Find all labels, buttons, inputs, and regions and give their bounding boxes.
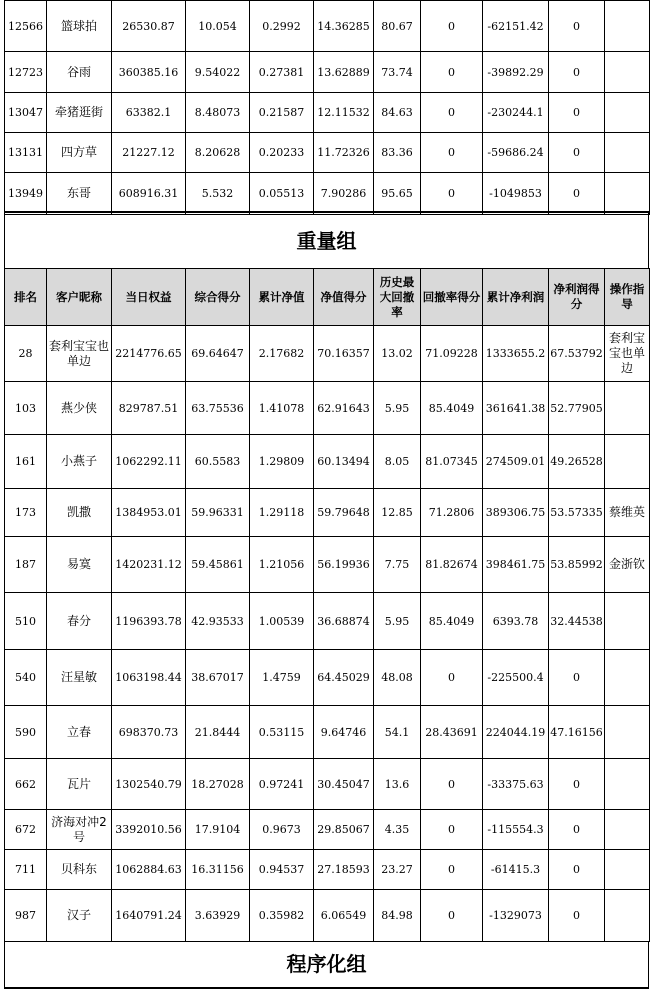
table-cell: 510 (5, 593, 47, 650)
table-cell: 1420231.12 (112, 537, 186, 593)
table-cell: 608916.31 (112, 173, 186, 215)
table-cell: 59.45861 (186, 537, 250, 593)
column-header: 操作指导 (605, 269, 650, 326)
table-row (5, 489, 650, 537)
top-table-row (5, 93, 650, 133)
column-header: 综合得分 (186, 269, 250, 326)
table-cell: 13949 (5, 173, 47, 215)
table-cell: -61415.3 (483, 850, 549, 890)
table-cell: 瓦片 (47, 759, 112, 810)
table-cell: 12.11532 (314, 93, 374, 133)
table-cell: 0 (421, 890, 483, 942)
table-cell: 凯撒 (47, 489, 112, 537)
table-cell: 17.9104 (186, 810, 250, 850)
table-cell: 540 (5, 650, 47, 706)
table-cell: 1.21056 (250, 537, 314, 593)
table-cell: 590 (5, 706, 47, 759)
column-header: 净利润得分 (549, 269, 605, 326)
section-heading-program (4, 941, 649, 989)
table-cell: 0 (549, 759, 605, 810)
table-cell: 224044.19 (483, 706, 549, 759)
table-cell: 0.27381 (250, 52, 314, 93)
table-cell: 篮球拍 (47, 1, 112, 52)
column-header: 回撤率得分 (421, 269, 483, 326)
table-cell: 274509.01 (483, 435, 549, 489)
top-table-row (5, 1, 650, 52)
table-cell: 0.20233 (250, 133, 314, 173)
table-cell: 0.94537 (250, 850, 314, 890)
table-cell: 53.85992 (549, 537, 605, 593)
table-cell: 52.77905 (549, 382, 605, 435)
table-cell: 60.13494 (314, 435, 374, 489)
table-cell: 12566 (5, 1, 47, 52)
table-cell: 42.93533 (186, 593, 250, 650)
table-cell: 汉子 (47, 890, 112, 942)
section-title-program: 程序化组 (286, 952, 367, 976)
table-cell: 四方草 (47, 133, 112, 173)
table-row (5, 850, 650, 890)
table-cell: 蔡维英 (605, 489, 650, 537)
table-cell: -1329073 (483, 890, 549, 942)
top-table-row (5, 173, 650, 215)
table-cell (605, 810, 650, 850)
table-cell (605, 93, 650, 133)
table-cell: 1.41078 (250, 382, 314, 435)
table-cell: 84.63 (374, 93, 421, 133)
table-cell: 0 (549, 850, 605, 890)
table-cell: 3392010.56 (112, 810, 186, 850)
table-cell: 80.67 (374, 1, 421, 52)
table-cell: 63.75536 (186, 382, 250, 435)
table-cell: 13047 (5, 93, 47, 133)
table-cell (605, 173, 650, 215)
table-cell: 0.9673 (250, 810, 314, 850)
table-cell: 28.43691 (421, 706, 483, 759)
table-cell: 71.09228 (421, 326, 483, 382)
table-cell: 81.07345 (421, 435, 483, 489)
table-cell: 1.29118 (250, 489, 314, 537)
table-cell: 69.64647 (186, 326, 250, 382)
table-cell: 济海对冲2号 (47, 810, 112, 850)
table-cell: 59.96331 (186, 489, 250, 537)
table-cell: 0 (549, 173, 605, 215)
table-cell: -33375.63 (483, 759, 549, 810)
table-cell: 套利宝宝也单边 (47, 326, 112, 382)
table-cell: 672 (5, 810, 47, 850)
table-cell (605, 850, 650, 890)
section-heading-heavy (4, 211, 649, 270)
table-cell: 0.53115 (250, 706, 314, 759)
column-header: 累计净利润 (483, 269, 549, 326)
table-cell: 27.18593 (314, 850, 374, 890)
table-cell: 1062884.63 (112, 850, 186, 890)
table-cell: 36.68874 (314, 593, 374, 650)
table-cell: 13.02 (374, 326, 421, 382)
table-cell: 21.8444 (186, 706, 250, 759)
column-header: 净值得分 (314, 269, 374, 326)
table-cell: 8.20628 (186, 133, 250, 173)
table-cell: 0 (549, 133, 605, 173)
table-cell: 0 (549, 810, 605, 850)
table-cell: 987 (5, 890, 47, 942)
table-cell: 6.06549 (314, 890, 374, 942)
top-table (4, 0, 650, 215)
table-cell (605, 382, 650, 435)
table-cell: 32.44538 (549, 593, 605, 650)
table-cell: 0 (421, 850, 483, 890)
table-cell: 103 (5, 382, 47, 435)
table-cell: 361641.38 (483, 382, 549, 435)
table-cell: 1.29809 (250, 435, 314, 489)
table-cell: 1302540.79 (112, 759, 186, 810)
table-cell: 711 (5, 850, 47, 890)
table-cell: 161 (5, 435, 47, 489)
table-row (5, 810, 650, 850)
table-cell: 0.35982 (250, 890, 314, 942)
table-cell: 0 (421, 810, 483, 850)
table-cell: 2214776.65 (112, 326, 186, 382)
table-cell: 70.16357 (314, 326, 374, 382)
column-header: 历史最大回撤率 (374, 269, 421, 326)
table-cell: 67.53792 (549, 326, 605, 382)
table-cell: 0 (421, 759, 483, 810)
table-row (5, 890, 650, 942)
table-row (5, 759, 650, 810)
table-cell: 81.82674 (421, 537, 483, 593)
table-cell: 1196393.78 (112, 593, 186, 650)
table-cell: 7.75 (374, 537, 421, 593)
table-cell: 8.48073 (186, 93, 250, 133)
table-cell: 54.1 (374, 706, 421, 759)
table-cell: 662 (5, 759, 47, 810)
table-cell: 18.27028 (186, 759, 250, 810)
table-cell: -1049853 (483, 173, 549, 215)
table-cell: 5.95 (374, 382, 421, 435)
table-cell: 398461.75 (483, 537, 549, 593)
column-header: 当日权益 (112, 269, 186, 326)
table-cell: 829787.51 (112, 382, 186, 435)
table-cell: 9.64746 (314, 706, 374, 759)
table-cell: 汪星敏 (47, 650, 112, 706)
table-cell: 1640791.24 (112, 890, 186, 942)
table-cell: 1384953.01 (112, 489, 186, 537)
table-cell: 26530.87 (112, 1, 186, 52)
table-cell: 3.63929 (186, 890, 250, 942)
table-cell: 金浙钦 (605, 537, 650, 593)
top-table-row (5, 133, 650, 173)
table-cell (605, 593, 650, 650)
table-cell: 13.62889 (314, 52, 374, 93)
table-cell: 1062292.11 (112, 435, 186, 489)
table-cell (605, 52, 650, 93)
table-cell: -230244.1 (483, 93, 549, 133)
table-cell: 83.36 (374, 133, 421, 173)
table-cell: 0 (421, 173, 483, 215)
table-row (5, 326, 650, 382)
table-cell: 11.72326 (314, 133, 374, 173)
table-cell: 48.08 (374, 650, 421, 706)
table-cell: 12.85 (374, 489, 421, 537)
table-cell: 60.5583 (186, 435, 250, 489)
table-cell: -59686.24 (483, 133, 549, 173)
table-cell: 0 (549, 1, 605, 52)
top-table-row (5, 52, 650, 93)
table-cell: 95.65 (374, 173, 421, 215)
table-cell: 73.74 (374, 52, 421, 93)
table-cell: 燕少侠 (47, 382, 112, 435)
table-cell: 63382.1 (112, 93, 186, 133)
table-cell: 71.2806 (421, 489, 483, 537)
table-row (5, 382, 650, 435)
table-cell: 85.4049 (421, 593, 483, 650)
table-cell: 13131 (5, 133, 47, 173)
table-cell: 1.00539 (250, 593, 314, 650)
table-cell: 1.4759 (250, 650, 314, 706)
table-cell: 0 (421, 93, 483, 133)
table-cell: 套利宝宝也单边 (605, 326, 650, 382)
table-cell: -225500.4 (483, 650, 549, 706)
table-cell: 85.4049 (421, 382, 483, 435)
main-table (4, 268, 650, 942)
table-cell: 谷雨 (47, 52, 112, 93)
table-cell (605, 890, 650, 942)
table-cell: 牵猪逛街 (47, 93, 112, 133)
table-cell: -39892.29 (483, 52, 549, 93)
table-cell: 23.27 (374, 850, 421, 890)
table-cell: 春分 (47, 593, 112, 650)
table-cell: 360385.16 (112, 52, 186, 93)
table-cell: 易寞 (47, 537, 112, 593)
table-cell: 53.57335 (549, 489, 605, 537)
table-cell: 698370.73 (112, 706, 186, 759)
table-cell: 0 (421, 650, 483, 706)
table-cell: 4.35 (374, 810, 421, 850)
table-cell (605, 759, 650, 810)
table-cell: 30.45047 (314, 759, 374, 810)
table-cell: 59.79648 (314, 489, 374, 537)
table-cell: 10.054 (186, 1, 250, 52)
table-cell: 64.45029 (314, 650, 374, 706)
column-header: 排名 (5, 269, 47, 326)
table-cell (605, 706, 650, 759)
table-cell: 0 (421, 52, 483, 93)
table-cell (605, 133, 650, 173)
table-row (5, 537, 650, 593)
table-cell: 小燕子 (47, 435, 112, 489)
section-title-heavy: 重量组 (296, 229, 357, 253)
table-cell: 0.2992 (250, 1, 314, 52)
table-cell: 0 (421, 1, 483, 52)
table-cell: 0 (549, 93, 605, 133)
table-cell: 389306.75 (483, 489, 549, 537)
table-cell: 东哥 (47, 173, 112, 215)
table-cell: 0 (421, 133, 483, 173)
table-cell: 21227.12 (112, 133, 186, 173)
table-cell: 2.17682 (250, 326, 314, 382)
table-cell: 62.91643 (314, 382, 374, 435)
table-cell: 6393.78 (483, 593, 549, 650)
table-cell: 13.6 (374, 759, 421, 810)
table-cell: 0 (549, 890, 605, 942)
table-cell: -62151.42 (483, 1, 549, 52)
table-cell: 187 (5, 537, 47, 593)
table-cell: 立春 (47, 706, 112, 759)
table-cell: 1063198.44 (112, 650, 186, 706)
table-cell: 0.21587 (250, 93, 314, 133)
table-cell: 56.19936 (314, 537, 374, 593)
table-row (5, 650, 650, 706)
table-cell: 29.85067 (314, 810, 374, 850)
table-cell: 贝科东 (47, 850, 112, 890)
column-header: 累计净值 (250, 269, 314, 326)
table-cell: 14.36285 (314, 1, 374, 52)
table-cell: 5.532 (186, 173, 250, 215)
table-cell: 5.95 (374, 593, 421, 650)
table-row (5, 593, 650, 650)
table-cell (605, 1, 650, 52)
table-cell: 0 (549, 650, 605, 706)
table-cell: 84.98 (374, 890, 421, 942)
table-cell: 49.26528 (549, 435, 605, 489)
table-row (5, 435, 650, 489)
header-row (5, 269, 650, 326)
table-cell: 28 (5, 326, 47, 382)
table-cell: 47.16156 (549, 706, 605, 759)
table-cell: 173 (5, 489, 47, 537)
table-cell: 7.90286 (314, 173, 374, 215)
table-cell: -115554.3 (483, 810, 549, 850)
column-header: 客户昵称 (47, 269, 112, 326)
table-cell: 8.05 (374, 435, 421, 489)
table-cell: 1333655.2 (483, 326, 549, 382)
table-cell: 0.97241 (250, 759, 314, 810)
table-cell: 12723 (5, 52, 47, 93)
table-cell: 16.31156 (186, 850, 250, 890)
table-cell: 0.05513 (250, 173, 314, 215)
table-row (5, 706, 650, 759)
table-cell (605, 650, 650, 706)
table-cell (605, 435, 650, 489)
table-cell: 9.54022 (186, 52, 250, 93)
table-cell: 38.67017 (186, 650, 250, 706)
table-cell: 0 (549, 52, 605, 93)
